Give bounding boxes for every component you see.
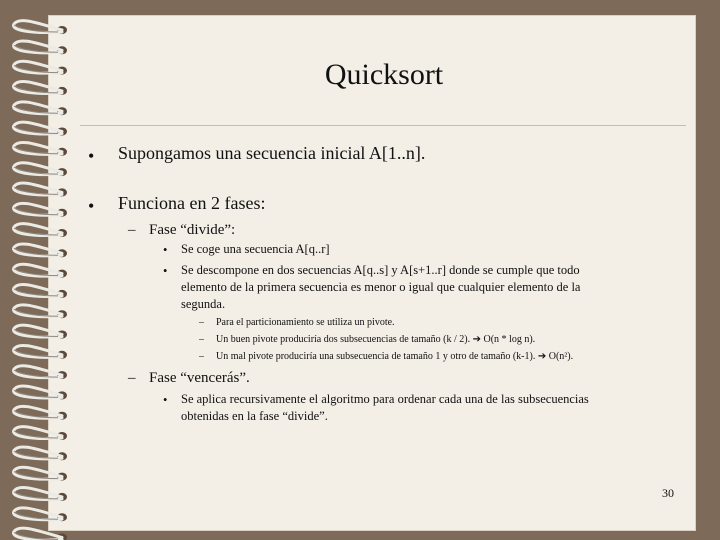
page-number: 30	[662, 486, 674, 500]
bad-pivot-text: Un mal pivote produciría una subsecuencia de tamaño 1 y otro de tamaño (k-1).	[216, 351, 536, 362]
good-pivot-complexity: O(n * log n).	[483, 334, 536, 345]
bullet-marker: •	[88, 196, 95, 216]
good-pivot-text: Un buen pivote produciría dos subsecuencias de tamaño (k / 2).	[216, 334, 471, 345]
arrow-right-icon: ➔	[472, 334, 481, 345]
phase-conquer: Fase “vencerás”.	[149, 370, 250, 386]
dash-marker: –	[199, 317, 204, 328]
divide-step-decompose-1: Se descompone en dos secuencias A[q..s] y A[s+1..r] donde se cumple que todo	[181, 263, 580, 277]
good-pivot-line	[216, 334, 535, 345]
phase-divide: Fase “divide”:	[149, 222, 236, 238]
arrow-right-icon: ➔	[537, 351, 547, 362]
dash-marker: –	[128, 222, 136, 238]
dash-marker: –	[199, 334, 204, 345]
conquer-step-1: Se aplica recursivamente el algoritmo para ordenar cada una de las subsecuencias	[181, 392, 589, 406]
bad-pivot-complexity: O(n²).	[548, 351, 574, 362]
slide-title: Quicksort	[324, 58, 444, 91]
bullet-marker: •	[163, 264, 168, 278]
dash-marker: –	[128, 370, 136, 386]
divide-step-decompose-2: elemento de la primera secuencia es menor o igual que cualquier elemento de la	[181, 280, 581, 294]
pivot-note: Para el particionamiento se utiliza un pivote.	[216, 317, 395, 328]
divide-step-take: Se coge una secuencia A[q..r]	[181, 242, 330, 256]
bullet-marker: •	[163, 393, 168, 407]
bullet-phases: Funciona en 2 fases:	[118, 193, 266, 213]
bullet-sequence: Supongamos una secuencia inicial A[1..n].	[118, 143, 426, 163]
bad-pivot-line	[216, 351, 573, 362]
title-divider	[80, 125, 686, 126]
divide-step-decompose-3: segunda.	[181, 297, 226, 311]
bullet-marker: •	[88, 146, 95, 166]
dash-marker: –	[199, 351, 204, 362]
bullet-marker: •	[163, 243, 168, 257]
conquer-step-2: obtenidas en la fase “divide”.	[181, 409, 328, 423]
